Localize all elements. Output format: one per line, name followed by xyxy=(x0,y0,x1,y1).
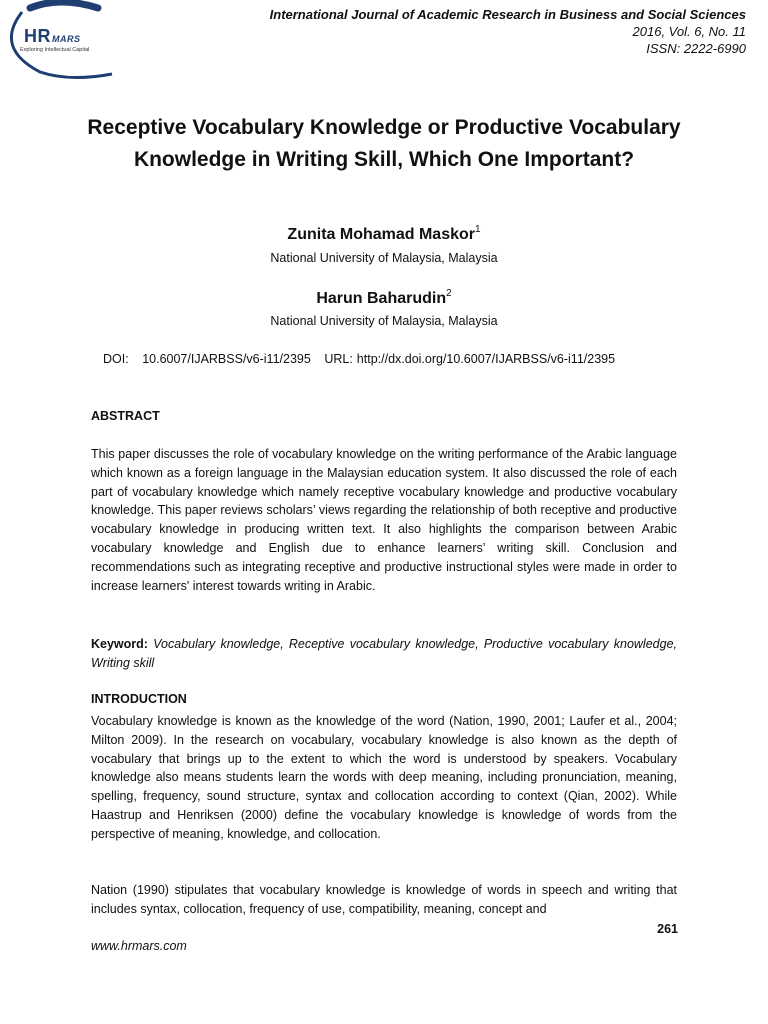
paper-title: Receptive Vocabulary Knowledge or Productive Vocabulary Knowledge in Writing Skill, Which One Important? xyxy=(87,116,681,171)
introduction-heading: INTRODUCTION xyxy=(91,692,187,706)
abstract-text: This paper discusses the role of vocabulary knowledge on the writing performance of the Arabic language which known as a foreign language in the Malaysian education system. It also discussed the role of each part of vocabulary knowledge which namely receptive vocabulary knowledge and productive vocabulary knowledge. This paper reviews scholars’ views regarding the relationship of both receptive and productive vocabulary knowledge in producing written text. It also highlights the comparison between Arabic vocabulary knowledge and English due to enhance learners’ writing skill. Conclusion and recommendations such as integrating receptive and productive instructional styles were made in order to increase learners' interest towards writing in Arabic. xyxy=(91,447,677,593)
doi-url-link[interactable]: http://dx.doi.org/10.6007/IJARBSS/v6-i11/2395 xyxy=(356,352,616,366)
journal-logo xyxy=(0,0,120,82)
keywords-text: Vocabulary knowledge, Receptive vocabulary knowledge, Productive vocabulary knowledge, Writing skill xyxy=(91,637,677,670)
journal-issn: ISSN: 2222-6990 xyxy=(646,41,746,56)
doi-value[interactable]: 10.6007/IJARBSS/v6-i11/2395 xyxy=(142,352,311,366)
introduction-paragraph: Nation (1990) stipulates that vocabulary knowledge is knowledge of words in speech and writing that includes syntax, collocation, frequency of use, compatibility, meaning, concept and xyxy=(91,883,677,916)
website-link[interactable]: www.hrmars.com xyxy=(91,939,187,953)
keywords xyxy=(91,635,677,673)
abstract-heading: ABSTRACT xyxy=(91,409,160,423)
keywords-label: Keyword: xyxy=(91,637,148,651)
author-affiliation: National University of Malaysia, Malaysia xyxy=(270,251,498,265)
introduction-paragraph: Vocabulary knowledge is known as the knowledge of the word (Nation, 1990, 2001; Laufer et al., 2004; Milton 2009). In the research on vocabulary, vocabulary knowledge is also known as the depth of vocabulary that brings up to the extent to which the word is understood by speakers. Vocabulary knowledge also means students learn the words with deep meaning, including pronunciation, meaning, spelling, frequency, sound structure, syntax and collocation according to context (Qian, 2002). While Haastrup and Henriksen (2000) define the vocabulary knowledge is knowledge of words from the perspective of meaning, knowledge, and collocation. xyxy=(91,714,677,841)
page-number: 261 xyxy=(657,922,678,936)
author-affiliation: National University of Malaysia, Malaysia xyxy=(270,314,498,328)
url-label: URL: xyxy=(324,352,353,366)
author-name: Zunita Mohamad Maskor$^1$ xyxy=(287,224,481,243)
logo-tagline: Exploring Intellectual Capital xyxy=(20,47,90,53)
doi-label: DOI: xyxy=(103,352,129,366)
journal-volume: 2016, Vol. 6, No. 11 xyxy=(632,24,746,39)
journal-header xyxy=(270,6,746,57)
doi-line xyxy=(103,352,625,366)
journal-name: International Journal of Academic Research in Business and Social Sciences xyxy=(269,7,746,22)
author-name: Harun Baharudin$^2$ xyxy=(316,288,452,307)
logo-wordmark: HRMARS xyxy=(24,26,81,46)
